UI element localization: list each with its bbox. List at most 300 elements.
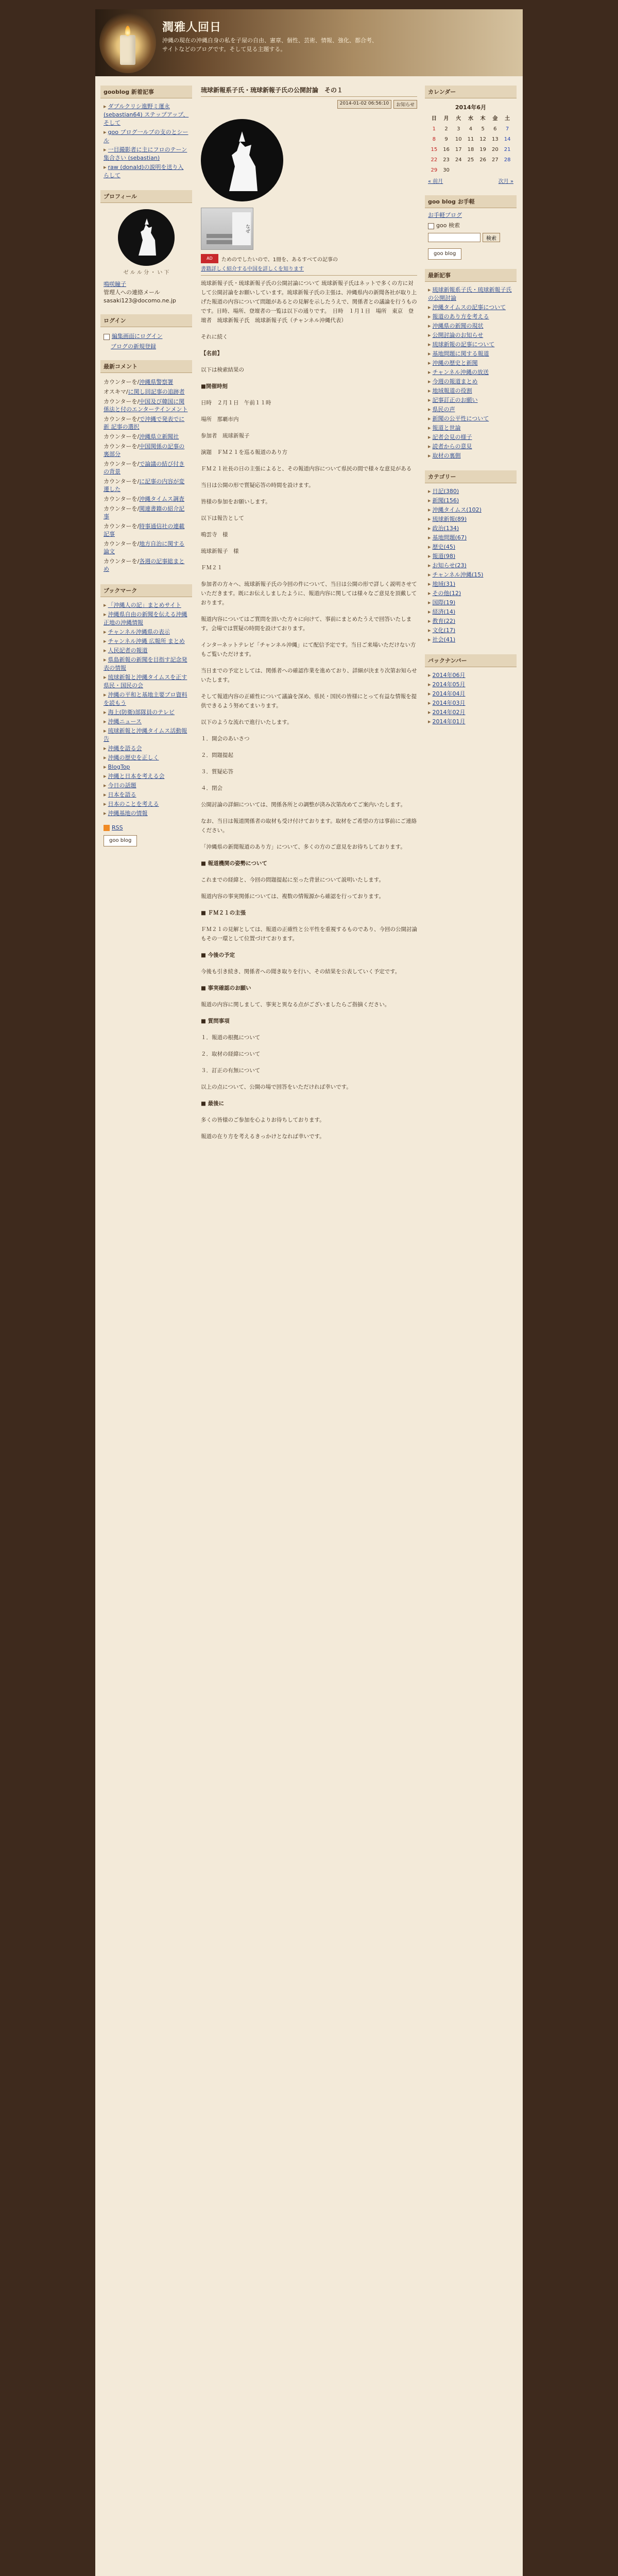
recent-item-label[interactable]: チャンネル沖縄の放送 [432,369,489,376]
comment-link[interactable]: 沖縄県立新聞社 [139,433,179,440]
comment-separator: / [137,379,140,385]
profile-title: プロフィール [100,190,192,203]
category-item-label[interactable]: 文化(17) [432,627,456,634]
calendar-day[interactable]: 29 [431,167,438,173]
calendar-day[interactable]: 16 [443,147,450,152]
entry-paragraph: 琉球新報子氏・琉球新報子氏の公開討論について 琉球新報子氏はネットで多くの方に対して公開討論をお願いしています。琉球新報子氏の主張は、沖縄県内の新聞各社が取り上げた報道の内容について問題があるとの見解を示したうえで、関係者との議論を行うものです。日時、場所、登壇者の一覧は以下の通りです。 日時 １月１日 場所 東京 登壇者 琉球新報子氏 琉球新報子氏（チャンネル沖縄代表） [201,280,417,324]
recent-item-label[interactable]: 琉球新報の記事について [432,341,495,348]
recent-item-label[interactable]: 公開討論のお知らせ [432,332,484,338]
goo-blog-badge-right[interactable]: goo blog [428,248,461,260]
comment-author: カウンターを [104,523,138,530]
entry-paragraph: 以上の点について、公開の場で回答をいただければ幸いです。 [201,1084,352,1090]
calendar-day[interactable]: 22 [431,157,438,163]
bookmark-item-label[interactable]: 沖縄県自由の新聞を伝える沖縄正地の沖縄情報 [104,611,187,626]
calendar-prev[interactable]: « 前月 [428,179,443,184]
arrow-icon: ▸ [428,397,431,403]
recent-entry-item-label[interactable]: ダブルクリシ進野ミ運永 (sebastian64) ステップアップ、そして [104,103,189,126]
recent-item[interactable] [428,331,513,340]
category-item-label[interactable]: 日記(380) [432,488,459,495]
calendar-day[interactable]: 8 [432,137,436,142]
recent-item-label[interactable]: 地域報道の役割 [432,387,472,394]
comment-item [104,505,189,520]
category-item-label[interactable]: 国際(19) [432,599,456,606]
entry-paragraph: ■ 今後の予定 [201,952,235,958]
entry-paragraph: ■ 質問事項 [201,1018,230,1024]
bookmark-item-label[interactable]: 日本のことを考える [108,801,159,807]
entry-paragraph: ４．閉会 [201,785,222,791]
wolf-icon [118,209,175,266]
archive-item[interactable] [428,708,513,717]
blog-header [95,9,523,76]
comment-link[interactable]: 中国及び韓国に関係法と付のエンターテインメント [104,398,188,413]
recent-item[interactable] [428,359,513,367]
entry-paragraph: ２．問題提起 [201,752,233,758]
archive-item-label[interactable]: 2014年02月 [432,709,466,716]
bookmark-item-label[interactable]: 沖縄ニュース [108,718,142,725]
comment-item [104,522,189,538]
search-button[interactable]: 検索 [483,233,500,242]
bookmark-item[interactable] [104,611,189,627]
recent-item[interactable] [428,303,513,312]
arrow-icon: ▸ [104,727,107,734]
recent-entry-item-label[interactable]: 一目撮影者に主にフロのテーン集合さい (sebastian) [104,146,187,161]
bookmark-item-label[interactable]: 日本を語る [108,791,136,798]
arrow-icon: ▸ [428,350,431,357]
recent-item[interactable] [428,424,513,432]
comment-item [104,478,189,493]
entry-paragraph: ■ ＦＭ２１の主張 [201,910,246,916]
calendar-day[interactable]: 28 [504,157,511,163]
calendar-weekday: 月 [443,116,449,122]
calendar-day[interactable]: 30 [443,167,450,173]
arrow-icon: ▸ [428,369,431,376]
entry-paragraph: 鳴雲寺 様 [201,532,228,538]
recent-entry-item[interactable] [104,128,189,145]
comment-item [104,460,189,476]
calendar-day[interactable]: 6 [493,126,497,132]
recent-item-label[interactable]: 沖縄の歴史と新聞 [432,360,478,366]
arrow-icon: ▸ [428,425,431,431]
arrow-icon: ▸ [428,313,431,320]
bookmark-item[interactable] [104,763,189,771]
entry-paragraph: 多くの皆様のご参加を心よりお待ちしております。 [201,1117,325,1123]
profile-caption: ゼ ル ル 分 ・ い 下 [123,270,169,276]
calendar-day[interactable]: 20 [492,147,499,152]
category-item-label[interactable]: 沖縄タイムス(102) [432,506,482,513]
category-item[interactable] [428,562,513,570]
category-item-label[interactable]: その他(12) [432,590,461,597]
recent-title: 最新記事 [425,269,517,282]
comment-author: カウンターを [104,505,138,512]
bookmark-item[interactable] [104,754,189,762]
bookmark-item-label[interactable]: 沖縄と日本を考える会 [108,773,165,779]
bookmark-item[interactable] [104,791,189,799]
category-item-label[interactable]: 歴史(45) [432,544,456,550]
arrow-icon: ▸ [428,434,431,440]
bookmark-item-label[interactable]: 今日の話題 [108,782,136,789]
archive-item[interactable] [428,681,513,689]
bookmark-item[interactable] [104,772,189,781]
comment-link[interactable]: に関し回記事の追跡者 [128,388,185,395]
bookmark-item[interactable] [104,800,189,808]
bookmark-item[interactable] [104,809,189,818]
calendar-weekday: 土 [505,116,510,122]
entry-paragraph: 場所 那覇市内 [201,416,239,422]
recent-item[interactable] [428,405,513,414]
recent-item-label[interactable]: 読者からの意見 [432,443,472,450]
comment-link[interactable]: 地方自治に関する論文 [104,540,185,555]
category-item[interactable] [428,552,513,561]
bookmark-item-label[interactable]: 人民記者の報道 [108,647,148,654]
page [95,9,523,2576]
archive-item-label[interactable]: 2014年03月 [432,700,466,706]
category-item[interactable] [428,515,513,523]
bookmark-item-label[interactable]: 海上(防衛)部隊員のテレビ [108,709,175,716]
archive-item-label[interactable]: 2014年06月 [432,672,466,679]
bookmark-item-label[interactable]: 沖縄基地の情報 [108,810,148,817]
calendar-day[interactable]: 24 [455,157,462,163]
calendar-day[interactable]: 13 [492,137,499,142]
arrow-icon: ▸ [428,581,431,587]
bookmark-item[interactable] [104,673,189,690]
arrow-icon: ▸ [104,629,107,635]
comment-author: カウンターを [104,461,138,467]
bookmarks-title: ブックマーク [100,584,192,597]
recent-item[interactable] [428,322,513,330]
arrow-icon: ▸ [428,544,431,550]
comment-author: カウンターを [104,496,138,502]
recent-entry-item-label[interactable]: goo ブログ一ルブの支のとシール [104,129,188,144]
entry-paragraph: それに続く [201,334,228,340]
arrow-icon: ▸ [428,516,431,522]
calendar-day[interactable]: 15 [431,147,438,152]
entry-paragraph: 日時 ２月１日 午前１１時 [201,400,271,406]
calendar-day[interactable]: 4 [469,126,473,132]
arrow-icon: ▸ [104,773,107,779]
calendar-weekday: 金 [492,116,498,122]
calendar-day[interactable]: 21 [504,147,511,152]
calendar-day [501,165,513,176]
archive-item[interactable] [428,671,513,680]
bookmarks-list [104,601,189,818]
ad-logo-icon: AD [201,254,218,263]
arrow-icon: ▸ [104,656,107,663]
goo-blog-badge[interactable]: goo blog [104,835,137,846]
recent-item[interactable] [428,396,513,404]
bookmark-item[interactable] [104,691,189,707]
category-item[interactable] [428,580,513,588]
bookmark-item-label[interactable]: 沖縄の平和と基地主要ブロ資料を読もう [104,691,187,706]
comment-separator: / [137,496,140,502]
comment-author: カウンターを [104,398,138,405]
category-item[interactable] [428,487,513,496]
comment-item [104,398,189,413]
bookmark-item-label[interactable]: 琉球新報と沖縄タイムスを正す県民・国民の会 [104,674,187,689]
comment-item [104,540,189,555]
recent-item-label[interactable]: 取材の裏側 [432,452,461,459]
entry-paragraph: ■ 最後に [201,1100,225,1107]
category-item[interactable] [428,571,513,579]
blog-description: 沖縄の現在の沖縄自身の私を子屋の自由、憲章、個性、芸術、情報、強化、都合考、 サイトなどのブログです。そして見る主題する。 [162,37,377,53]
calendar-day[interactable]: 2 [444,126,448,132]
archive-item-label[interactable]: 2014年05月 [432,681,466,688]
main-content [201,86,417,1148]
category-item-label[interactable]: 報道(98) [432,553,456,560]
comment-author: カウンターを [104,540,138,547]
archive-item-label[interactable]: 2014年04月 [432,690,466,697]
recent-item-label[interactable]: 記者会見の様子 [432,434,472,440]
wolf-image [201,119,283,201]
recent-item[interactable] [428,387,513,395]
recent-entry-item[interactable] [104,146,189,162]
comment-separator: / [137,478,140,485]
arrow-icon: ▸ [428,608,431,615]
category-item[interactable] [428,543,513,551]
calendar-day[interactable]: 14 [504,137,511,142]
bookmark-item[interactable] [104,628,189,636]
category-item[interactable] [428,636,513,644]
recent-item[interactable] [428,433,513,442]
recent-item[interactable] [428,415,513,423]
recent-item[interactable] [428,341,513,349]
bookmark-item[interactable] [104,727,189,743]
login-link[interactable]: 編集画面にログイン [112,333,163,340]
calendar-day [465,165,477,176]
category-item[interactable] [428,626,513,635]
category-item-label[interactable]: チャンネル沖縄(15) [432,571,484,578]
bookmark-item-label[interactable]: 琉球新報と沖縄タイムス活動報告 [104,727,187,742]
arrow-icon: ▸ [104,691,107,698]
bookmark-item[interactable] [104,744,189,753]
category-item-label[interactable]: 新聞(156) [432,497,459,504]
calendar-day[interactable]: 3 [457,126,460,132]
profile-name[interactable]: 鳴咲瞳子 [104,281,126,287]
bookmark-item[interactable] [104,782,189,790]
entry-paragraph: これまでの経緯と、今回の問題提起に至った背景について説明いたします。 [201,877,384,883]
arrow-icon: ▸ [104,164,107,171]
bookmark-item-label[interactable]: BlogTop [108,764,130,770]
bookmark-item[interactable] [104,718,189,726]
arrow-icon: ▸ [104,146,107,153]
calendar-day[interactable]: 27 [492,157,499,163]
arrow-icon: ▸ [104,611,107,618]
calendar-day[interactable]: 12 [479,137,487,142]
category-item[interactable] [428,599,513,607]
comments-list [100,373,192,577]
search-link[interactable]: お手軽ブログ [428,212,462,218]
bookmark-item-label[interactable]: 県島新報の新聞を目指す記念発表の情報 [104,656,187,671]
calendar-day[interactable]: 11 [467,137,474,142]
recent-entries-list [104,103,189,180]
comment-separator: / [126,388,128,395]
book-banner: なぜ [232,212,251,245]
calendar-next[interactable]: 次月 » [498,179,513,184]
recent-item-label[interactable]: 報道と世論 [432,425,461,431]
bookmark-item-label[interactable]: 沖縄を語る会 [108,745,142,752]
category-item-label[interactable]: 経済(14) [432,608,456,615]
archive-item[interactable] [428,718,513,726]
recent-item-label[interactable]: 新聞の公平性について [432,415,489,422]
entry-title[interactable]: 琉球新報系子氏・琉球新報子氏の公開討論 その１ [201,86,417,97]
calendar-day[interactable]: 1 [432,126,436,132]
recent-item[interactable] [428,452,513,460]
arrow-icon: ▸ [428,562,431,569]
comment-item [104,388,189,396]
comment-link[interactable]: 各週の記事総まとめ [104,558,185,572]
calendar-weekday: 水 [468,116,473,122]
calendar-table [428,114,513,176]
archive-item-label[interactable]: 2014年01月 [432,718,466,725]
comment-link[interactable]: で沖縄で発表でに新 記事の選択 [104,416,185,430]
recent-item[interactable] [428,286,513,302]
entry-category-tag[interactable]: お知らせ [393,100,417,109]
comment-author: カウンターを [104,379,138,385]
category-item-label[interactable]: 地域(31) [432,581,456,587]
recent-entry-item[interactable] [104,103,189,127]
comment-link[interactable]: 時事通信社の連載記事 [104,523,185,537]
arrow-icon: ▸ [428,599,431,606]
category-item[interactable] [428,589,513,598]
bookmark-item-label[interactable]: チャンネル沖縄 広報所 まとめ [108,638,185,645]
bookmark-item[interactable] [104,708,189,717]
bookmark-item[interactable] [104,601,189,609]
recent-item[interactable] [428,378,513,386]
calendar-day[interactable]: 18 [467,147,474,152]
category-item-label[interactable]: 基地問題(67) [432,534,467,541]
calendar-day [489,165,502,176]
recent-item-label[interactable]: 報道のあり方を考える [432,313,489,320]
arrow-icon: ▸ [428,627,431,634]
arrow-icon: ▸ [428,415,431,422]
bookmark-item[interactable] [104,637,189,646]
arrow-icon: ▸ [104,810,107,817]
entry-paragraph: ＦＭ２１ [201,565,222,571]
comment-link[interactable]: 関連書籍の紹介記事 [104,505,185,520]
calendar-day[interactable]: 5 [481,126,485,132]
calendar-day[interactable]: 17 [455,147,462,152]
calendar-day [452,165,465,176]
category-item-label[interactable]: お知らせ(23) [432,562,467,569]
arrow-icon: ▸ [428,406,431,413]
recent-item[interactable] [428,368,513,377]
comment-separator: / [137,461,140,467]
bookmark-item-label[interactable]: 「沖縄人の記」まとめサイト [108,602,181,608]
arrow-icon: ▸ [104,674,107,681]
recent-item-label[interactable]: 今週の報道まとめ [432,378,478,385]
arrow-icon: ▸ [104,638,107,645]
search-input[interactable] [428,233,480,242]
comment-link[interactable]: で論議の結び付きの背景 [104,461,185,475]
category-item[interactable] [428,497,513,505]
recent-item-label[interactable]: 県民の声 [432,406,455,413]
arrow-icon: ▸ [428,323,431,329]
avatar [118,209,175,266]
calendar-day[interactable]: 23 [443,157,450,163]
arrow-icon: ▸ [428,553,431,560]
arrow-icon: ▸ [104,709,107,716]
comment-link[interactable]: 沖縄県警察署 [139,379,174,385]
recent-item-label[interactable]: 記事訂正のお願い [432,397,478,403]
archive-item[interactable] [428,699,513,707]
arrow-icon: ▸ [104,782,107,789]
recent-item[interactable] [428,443,513,451]
category-item-label[interactable]: 社会(41) [432,636,456,643]
comment-link[interactable]: に記事の内容が変遷した [104,478,185,493]
comment-link[interactable]: 中国関係の記事の裏部分 [104,443,185,457]
entry-date-tag: 2014-01-02 06:56:10 [337,100,392,109]
arrow-icon: ▸ [428,360,431,366]
recent-entry-item-label[interactable]: raw (donald)の説明を送り入らして [104,164,184,179]
category-item[interactable] [428,608,513,616]
entry-paragraph: ２．取材の経緯について [201,1051,261,1057]
arrow-icon: ▸ [428,709,431,716]
ad-link[interactable]: 書籍詳しく紹介する中国を詳しくを知ります [201,266,304,272]
arrow-icon: ▸ [104,764,107,770]
profile-email: sasaki123@docomo.ne.jp [104,297,176,304]
archive-item[interactable] [428,690,513,698]
bookmark-item[interactable] [104,647,189,655]
recent-item-label[interactable]: 琉球新報系子氏・琉球新報子氏の公開討論 [428,286,512,301]
arrow-icon: ▸ [104,745,107,752]
entry-paragraph: 報道の内容に関しまして、事実と異なる点がございましたらご指摘ください。 [201,1002,390,1008]
entry-body [201,279,417,1141]
comment-author: カウンターを [104,443,138,450]
category-item[interactable] [428,506,513,514]
arrow-icon: ▸ [104,602,107,608]
login-checkbox[interactable] [104,334,110,340]
entry-paragraph: 演題 ＦＭ２１を巡る報道のあり方 [201,449,287,455]
recent-entry-item[interactable] [104,163,189,180]
entry-paragraph: 「沖縄県の新聞報道のあり方」について、多くの方のご意見をお待ちしております。 [201,844,406,850]
category-item-label[interactable]: 教育(22) [432,618,456,624]
recent-item-label[interactable]: 沖縄県の新聞の現状 [432,323,484,329]
category-item[interactable] [428,534,513,542]
recent-item[interactable] [428,313,513,321]
calendar-day[interactable]: 26 [479,157,487,163]
categories-title: カテゴリー [425,470,517,483]
calendar-day[interactable]: 19 [479,147,487,152]
right-sidebar [425,86,517,729]
calendar-day[interactable]: 9 [444,137,448,142]
arrow-icon: ▸ [428,590,431,597]
calendar-day[interactable]: 10 [455,137,462,142]
entry-paragraph: 琉球新報子 様 [201,548,239,554]
blog-title[interactable]: 潤雅人回日 [162,21,222,34]
recent-item-label[interactable]: 沖縄タイムスの記事について [432,304,506,311]
recent-item[interactable] [428,350,513,358]
recent-item-label[interactable]: 基地問題に関する報道 [432,350,489,357]
comment-link[interactable]: 沖縄タイムス調査 [139,496,185,502]
search-checkbox[interactable] [428,223,434,229]
bookmark-item[interactable] [104,656,189,672]
comment-item [104,495,189,503]
comment-item [104,433,189,440]
category-item-label[interactable]: 政治(134) [432,525,459,532]
arrow-icon: ▸ [428,304,431,311]
rss-link[interactable]: RSS [112,824,123,831]
category-item[interactable] [428,617,513,625]
entry-paragraph: ＦＭ２１社長の日の主張によると、その報道内容について県民の間で様々な意見がある [201,466,412,472]
bookmark-item-label[interactable]: チャンネル沖縄県の表示 [108,629,170,635]
book-image[interactable] [201,208,253,250]
bookmark-item-label[interactable]: 沖縄の歴史を正しく [108,754,159,761]
category-item-label[interactable]: 琉球新報(89) [432,516,467,522]
calendar-day[interactable]: 25 [467,157,474,163]
search-check-label: goo 検索 [436,222,460,229]
category-item[interactable] [428,524,513,533]
calendar-day[interactable]: 7 [505,126,509,132]
new-blog-link[interactable]: ブログの新規登録 [111,343,156,350]
